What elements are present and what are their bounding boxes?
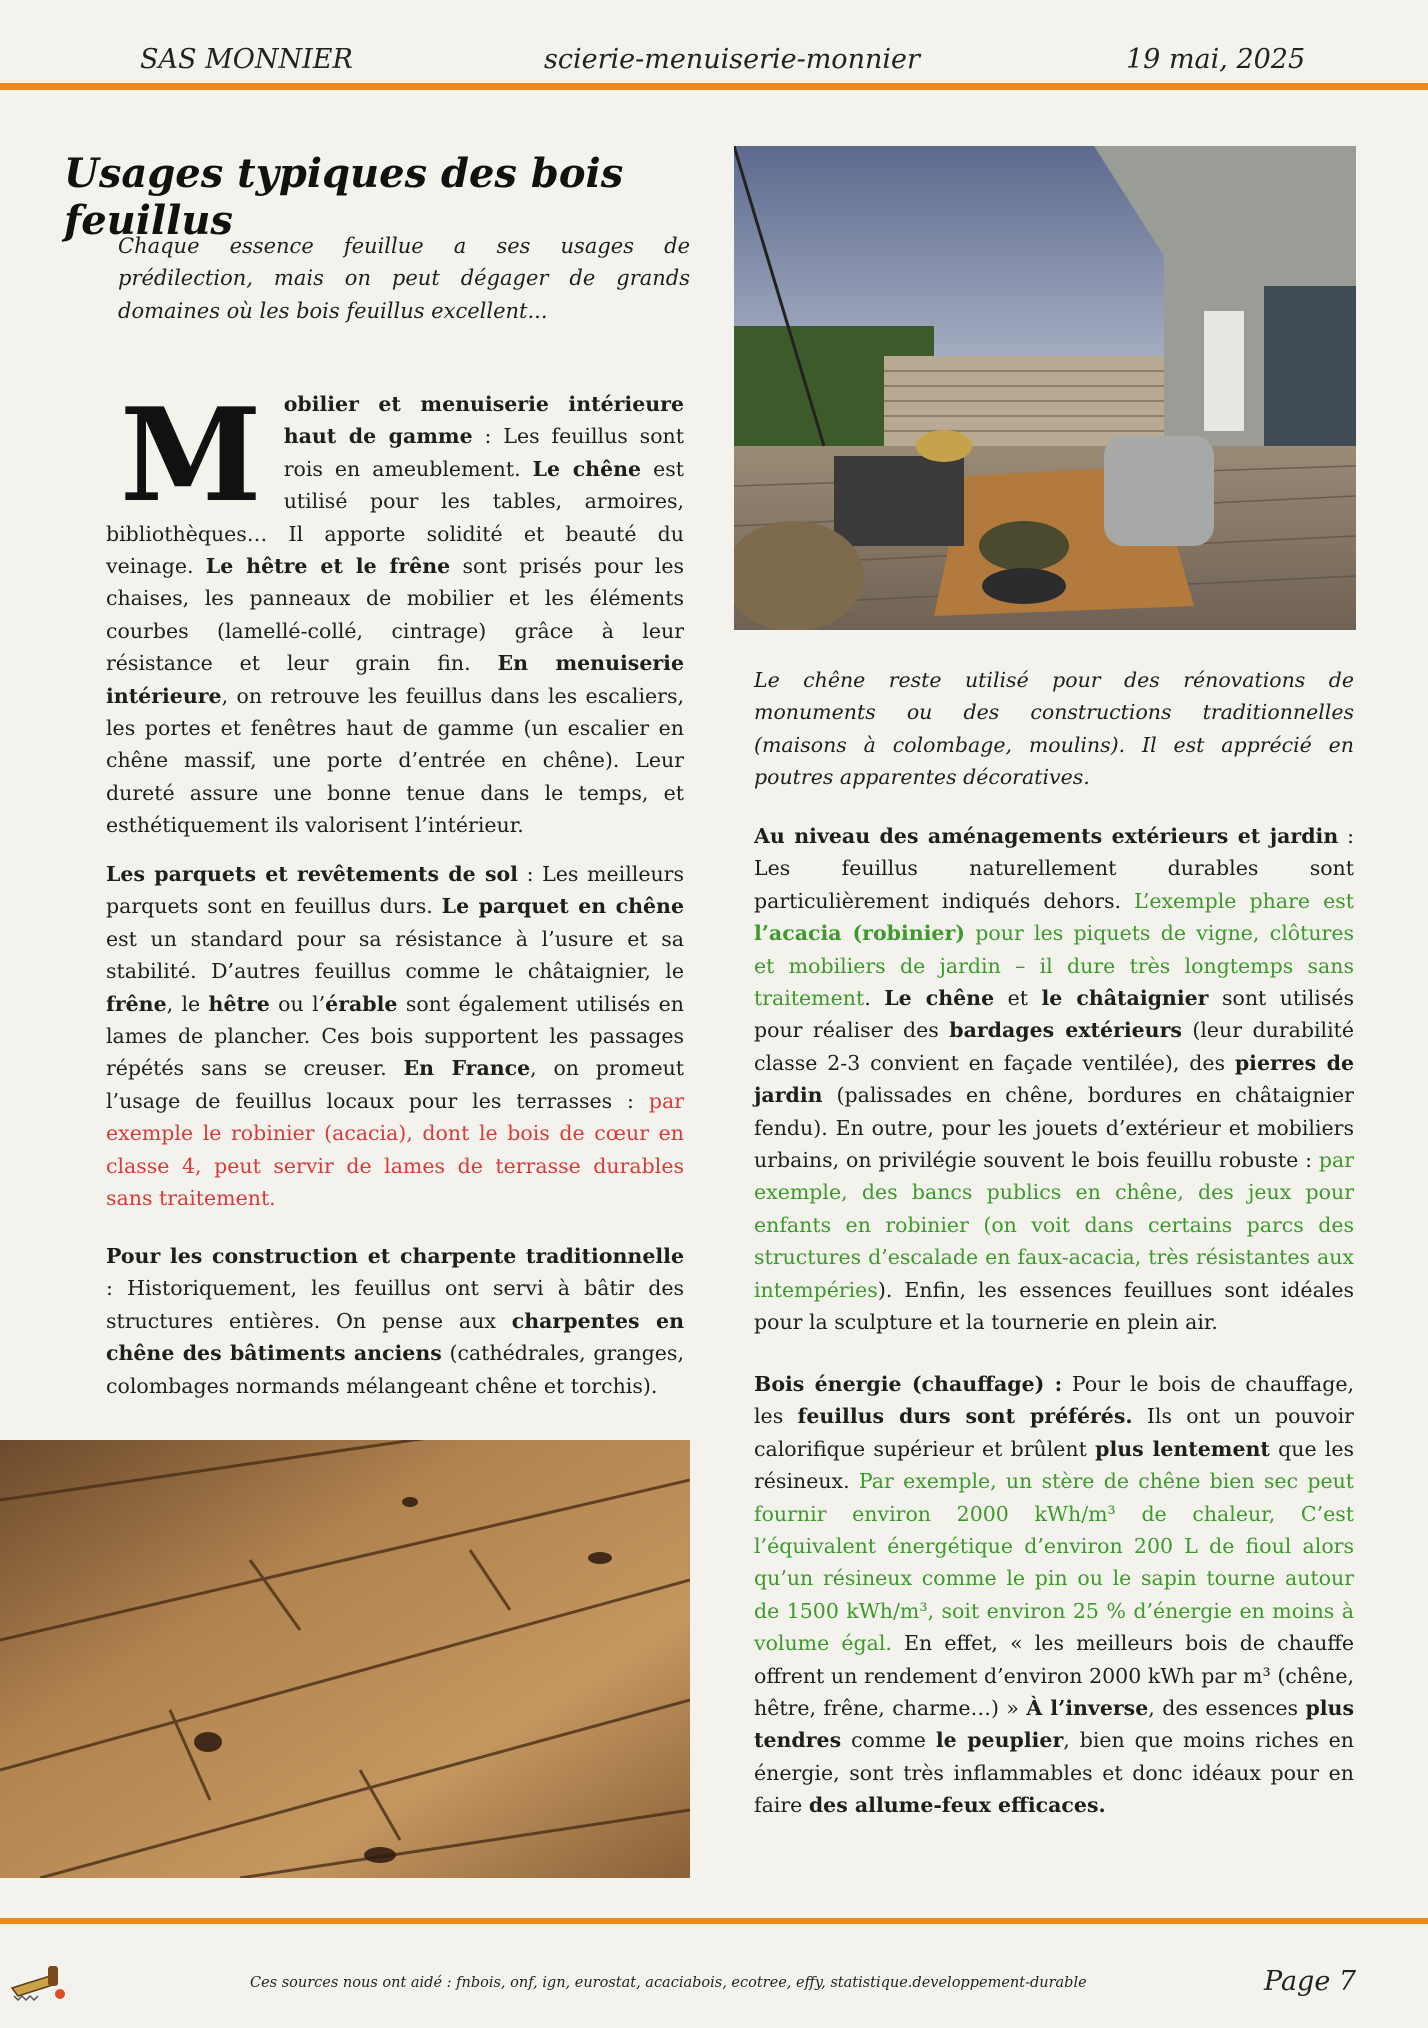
exterieur-bold: Le chêne [884,986,995,1011]
exterieur-text: et [994,986,1042,1011]
header-site: scierie-menuiserie-monnier [544,44,920,75]
charpente-text: : Historiquement, les feuillus ont servi à bâtir des structures entières. On pense aux [106,1276,684,1333]
energie-bold: plus tendres [754,1696,1355,1753]
mobilier-text: : Les feuillus sont rois en ameublement. [283,424,684,481]
mobilier-bold: Le chêne [532,456,642,481]
section-energie [754,1368,1354,1822]
energie-bold: le peuplier [935,1728,1064,1753]
energie-text: Ils ont un pouvoir calorifique supérieur et brûlent [754,1404,1354,1461]
section-mobilier [106,381,685,842]
exterieur-bold: pierres de jardin [754,1050,1354,1108]
parquets-bold: hêtre [208,991,270,1016]
energie-text: , bien que moins riches en énergie, sont très inflammables et donc idéaux pour en faire [754,1728,1354,1818]
energie-text: , des essences [1148,1696,1306,1721]
parquets-heading: Les parquets et revêtements de sol [106,862,518,886]
exterieur-highlight-green: pour les piquets de vigne, clôtures et mobiliers de jardin – il dure très longtemps sans traitement [754,921,1354,1011]
intro-text: Chaque essence feuillue a ses usages de prédilection, mais on peut dégager de grands domaines où les bois feuillus excellent... [118,234,690,323]
mobilier-text: est utilisé pour les tables, armoires, bibliothèques… Il apporte solidité et beauté du veinage. [106,456,684,579]
mobilier-text: sont prisés pour les chaises, les panneaux de mobilier et les éléments courbes (lamellé-collé, cintrage) grâce à leur résistance et leur grain fin. [106,554,685,676]
page-number: Page 7 [1264,1966,1357,1997]
parquets-text: , on promeut l’usage de feuillus locaux pour les terrasses : [106,1056,685,1113]
energie-heading: Bois énergie (chauffage) : [754,1372,1063,1396]
exterieur-text: : Les feuillus naturellement durables sont particulièrement indiqués dehors. [754,824,1354,913]
parquets-text: sont également utilisés en lames de plancher. Ces bois supportent les passages répétés sans se creuser. [106,991,684,1081]
parquets-text: est un standard pour sa résistance à l’usure et sa stabilité. D’autres feuillus comme le châtaignier, le [106,926,684,984]
exterieur-bold: bardages extérieurs [949,1018,1182,1043]
exterieur-highlight-green: par exemple, des bancs publics en chêne, des jeux pour enfants en robinier (on voit dans certains parcs des structures d’escalade en faux-acacia, très résistantes aux intempéries [754,1148,1354,1302]
energie-bold: À l’inverse [1026,1696,1149,1721]
exterieur-text: sont utilisés pour réaliser des [754,986,1355,1043]
page-title: Usages typiques des bois feuillus [64,150,624,244]
exterieur-heading: Au niveau des aménagements extérieurs et jardin [754,824,1339,848]
exterieur-text: ). Enfin, les essences feuillues sont idéales pour la sculpture et la tournerie en plein air. [754,1277,1354,1335]
header-rule [0,83,1428,90]
section-charpente [106,1240,684,1402]
exterieur-text: (palissades en chêne, bordures en châtaignier fendu). En outre, pour les jouets d’extérieur et mobiliers urbains, on privilégie souvent le bois feuillu robuste : [754,1083,1354,1173]
wood-floor-image [0,1440,690,1878]
header-company: SAS MONNIER [140,44,353,75]
saw-logo-icon [8,1958,70,2006]
terrace-image [734,146,1356,630]
section-parquets [106,858,684,1214]
parquets-text: : Les meilleurs parquets sont en feuillus durs. [106,862,684,919]
footer-sources: Ces sources nous ont aidé : fnbois, onf, ign, eurostat, acaciabois, ecotree, effy, statistique.developpement-durable [250,1975,1087,1991]
energie-bold: plus lentement [1095,1436,1270,1461]
energie-text: Pour le bois de chauffage, les [754,1372,1354,1429]
energie-bold: feuillus durs sont préférés. [797,1404,1133,1429]
parquets-bold: En France [403,1056,531,1081]
parquets-bold: érable [325,991,398,1016]
parquets-text: , le [166,991,209,1016]
energie-text: En effet, « les meilleurs bois de chauffe offrent un rendement d’environ 2000 kWh par m³ (chêne, hêtre, frêne, charme…) » [754,1631,1354,1721]
exterieur-highlight-green-bold: l’acacia (robinier) [754,921,965,946]
energie-text: comme [841,1728,936,1753]
mobilier-bold: Le hêtre et le frêne [205,554,451,579]
energie-text: que les résineux. [754,1436,1355,1494]
section-exterieur [754,820,1354,1339]
exterieur-bold: le châtaignier [1041,986,1209,1011]
mobilier-bold: En menuiserie intérieure [106,651,684,708]
drop-cap: M [120,381,262,531]
exterieur-highlight-green: L’exemple phare est [1134,888,1354,913]
parquets-text: ou l’ [269,991,326,1016]
parquets-highlight-red: par exemple le robinier (acacia), dont le bois de cœur en classe 4, peut servir de lames de terrasse durables sans traitement. [106,1088,684,1211]
header-date: 19 mai, 2025 [1126,44,1306,75]
mobilier-heading: obilier et menuiserie intérieure haut de gamme [283,392,684,449]
footer-rule [0,1918,1428,1924]
energie-highlight-green: Par exemple, un stère de chêne bien sec peut fournir environ 2000 kWh/m³ de chaleur, C’est l’équivalent énergétique d’environ 200 L de fioul alors qu’un résineux comme le pin ou le sapin tourne autour de 1500 kWh/m³, soit environ 25 % d’énergie en moins à volume égal. [754,1469,1355,1656]
charpente-text: (cathédrales, granges, colombages normands mélangeant chêne et torchis). [106,1341,684,1398]
energie-bold: des allume-feux efficaces. [808,1793,1106,1818]
parquets-bold: frêne [106,991,167,1016]
charpente-heading: Pour les construction et charpente traditionnelle [106,1244,684,1268]
mobilier-text: , on retrouve les feuillus dans les escaliers, les portes et fenêtres haut de gamme (un escalier en chêne massif, une porte d’entrée en chêne). Leur dureté assure une bonne tenue dans le temps, et esthétiquement ils valorisent l’intérieur. [106,683,684,838]
exterieur-text: (leur durabilité classe 2-3 convient en façade ventilée), des [754,1018,1355,1075]
parquets-bold: Le parquet en chêne [441,894,684,919]
terrace-caption: Le chêne reste utilisé pour des rénovations de monuments ou des constructions traditionnelles (maisons à colombage, moulins). Il est apprécié en poutres apparentes décoratives. [754,668,1354,790]
charpente-bold: charpentes en chêne des bâtiments anciens [106,1308,684,1366]
exterieur-text: . [864,986,885,1011]
